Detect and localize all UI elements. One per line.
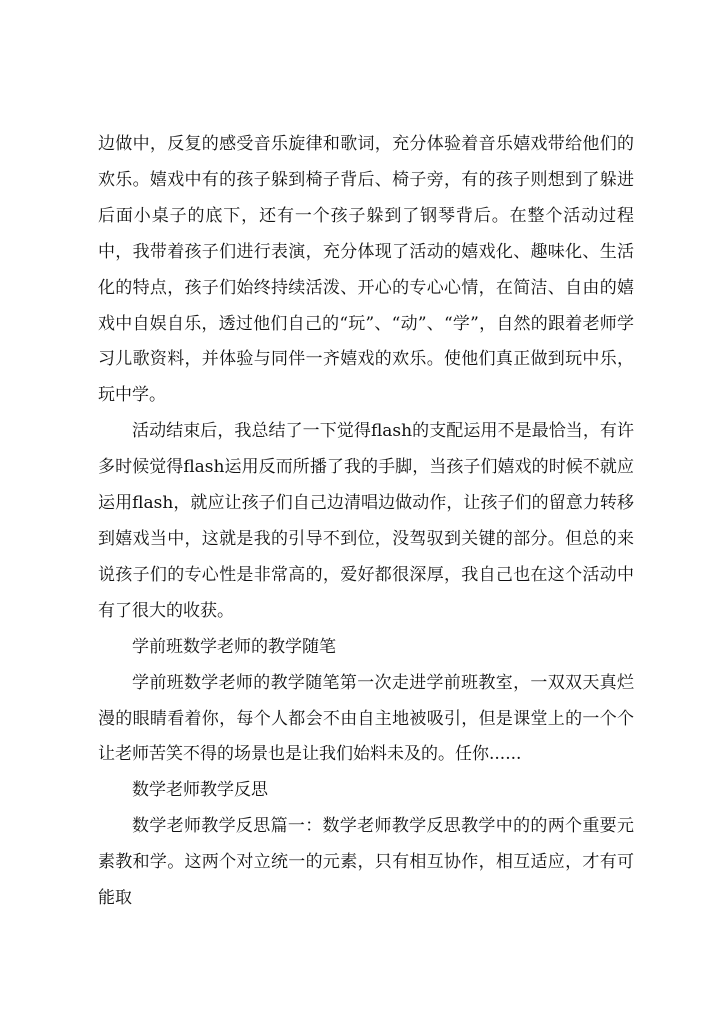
paragraph-activity-reflection: 活动结束后，我总结了一下觉得flash的支配运用不是最恰当，有许多时候觉得flash运用反而所播了我的手脚，当孩子们嬉戏的时候不就应运用flash，就应让孩子们自己边清唱边做动作，让孩子们的留意力转移到嬉戏当中，这就是我的引导不到位，没驾驭到关键的部分。但总的来说孩子们的专心性是非常高的，爱好都很深厚，我自己也在这个活动中有了很大的收获。 <box>98 421 634 621</box>
paragraph-activity-continuation: 边做中，反复的感受音乐旋律和歌词，充分体验着音乐嬉戏带给他们的欢乐。嬉戏中有的孩子躲到椅子背后、椅子旁，有的孩子则想到了躲进后面小桌子的底下，还有一个孩子躲到了钢琴背后。在整个活动过程中，我带着孩子们进行表演，充分体现了活动的嬉戏化、趣味化、生活化的特点，孩子们始终持续活泼、开心的专心心情，在简洁、自由的嬉戏中自娱自乐，透过他们自己的“玩”、“动”、“学”，自然的跟着老师学习儿歌资料，并体验与同伴一齐嬉戏的欢乐。使他们真正做到玩中乐，玩中学。 <box>98 134 634 406</box>
paragraph-preschool-math-notes: 学前班数学老师的教学随笔第一次走进学前班教室，一双双天真烂漫的眼睛看着你，每个人都会不由自主地被吸引，但是课堂上的一个个让老师苦笑不得的场景也是让我们始料未及的。任你...... <box>98 672 634 765</box>
document-body <box>98 127 634 917</box>
paragraph-math-teacher-reflection: 数学老师教学反思篇一：数学老师教学反思教学中的的两个重要元素教和学。这两个对立统一的元素，只有相互协作，相互适应，才有可能取 <box>98 816 634 909</box>
heading-math-teacher-reflection: 数学老师教学反思 <box>132 780 268 801</box>
heading-preschool-math-notes: 学前班数学老师的教学随笔 <box>132 636 336 657</box>
